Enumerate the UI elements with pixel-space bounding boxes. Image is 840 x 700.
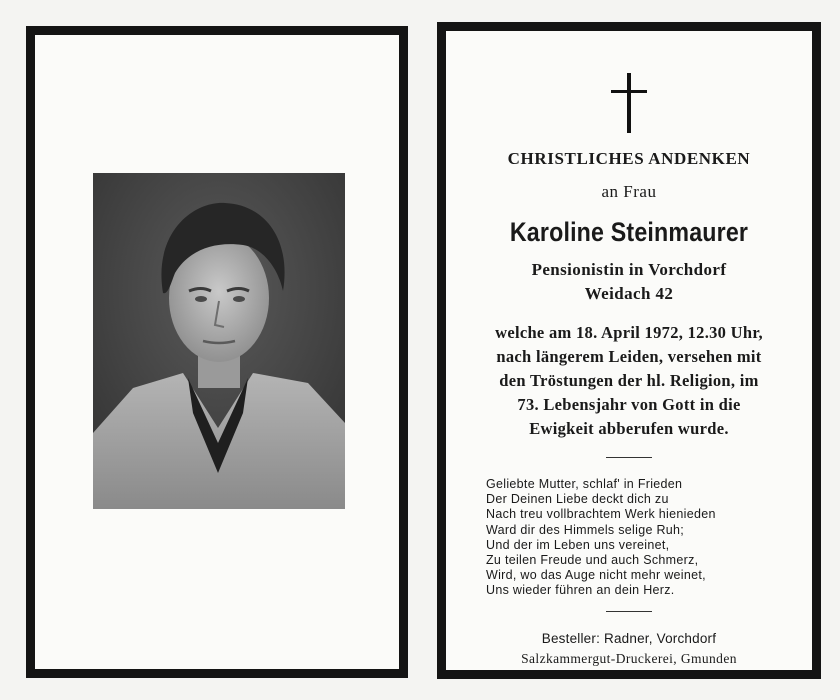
- portrait-photo: [93, 173, 345, 509]
- memorial-poem: [486, 477, 716, 599]
- poem-line: Wird, wo das Auge nicht mehr weinet,: [486, 568, 706, 583]
- poem-line: Uns wieder führen an dein Herz.: [486, 583, 675, 598]
- poem-line: Ward dir des Himmels selige Ruh;: [486, 522, 685, 537]
- poem-line: Nach treu vollbrachtem Werk hienieden: [486, 507, 716, 522]
- poem-line: Und der im Leben uns vereinet,: [486, 537, 670, 552]
- memorial-text: [446, 31, 812, 670]
- notice-line: nach längerem Leiden, versehen mit: [496, 347, 762, 366]
- latin-cross-icon: [611, 73, 647, 133]
- salutation: an Frau: [601, 182, 657, 201]
- notice-line: den Tröstungen der hl. Religion, im: [499, 371, 759, 390]
- divider: [606, 457, 652, 458]
- portrait-card: [26, 26, 408, 678]
- address: Weidach 42: [584, 284, 674, 303]
- orderer-line: Besteller: Radner, Vorchdorf: [541, 631, 717, 646]
- notice-line: welche am 18. April 1972, 12.30 Uhr,: [495, 323, 763, 342]
- occupation: Pensionistin in Vorchdorf: [531, 260, 727, 279]
- divider: [606, 611, 652, 612]
- poem-line: Der Deinen Liebe deckt dich zu: [486, 492, 669, 507]
- heading: CHRISTLICHES ANDENKEN: [507, 149, 751, 168]
- death-notice: [464, 321, 794, 441]
- notice-line: 73. Lebensjahr von Gott in die: [517, 395, 741, 414]
- poem-line: Geliebte Mutter, schlaf' in Frieden: [486, 477, 683, 491]
- printer-line: Salzkammergut-Druckerei, Gmunden: [521, 651, 737, 666]
- notice-line: Ewigkeit abberufen wurde.: [529, 419, 729, 438]
- memorial-text-card: [437, 22, 821, 679]
- deceased-name: Karoline Steinmaurer: [509, 217, 749, 247]
- poem-line: Zu teilen Freude und auch Schmerz,: [486, 553, 699, 568]
